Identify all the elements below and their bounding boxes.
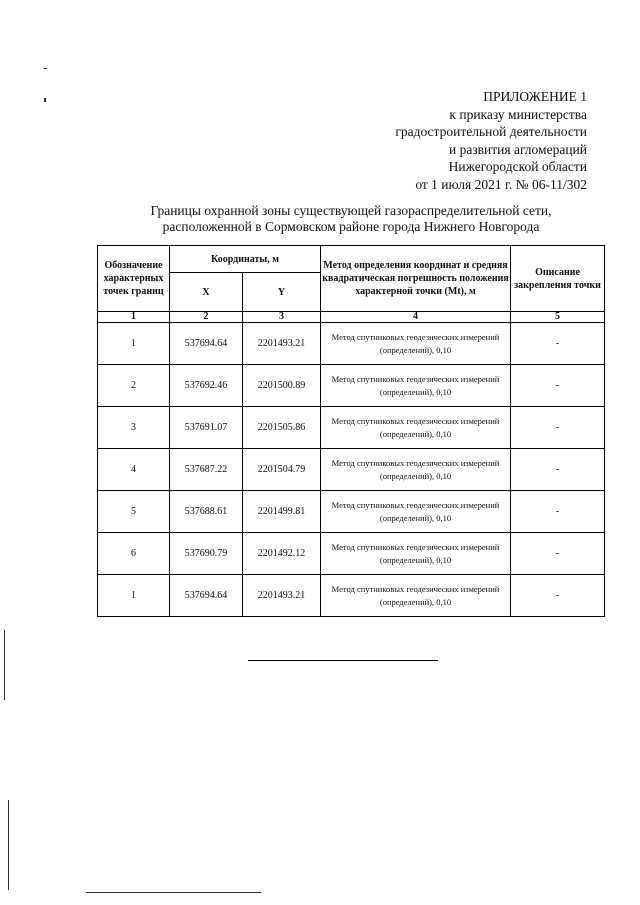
cell-method: Метод спутниковых геодезических измерений (определений), 0,10: [321, 365, 511, 407]
cell-x: 537694.64: [170, 323, 243, 365]
appendix-date-line: от 1 июля 2021 г. № 06-11/302: [415, 176, 587, 192]
scan-mark: [4, 630, 5, 700]
scan-mark: [44, 98, 46, 102]
cell-y: 2201492.12: [243, 533, 321, 575]
closing-rule: [248, 660, 438, 661]
table-row: [98, 449, 605, 491]
appendix-header: [395, 88, 587, 193]
cell-description: -: [511, 533, 605, 575]
appendix-region-line: Нижегородской области: [448, 159, 587, 174]
table-row: [98, 533, 605, 575]
column-number-5: 5: [511, 312, 605, 323]
header-coordinates: Координаты, м: [170, 246, 321, 273]
table-row: [98, 407, 605, 449]
cell-y: 2201500.89: [243, 365, 321, 407]
cell-x: 537692.46: [170, 365, 243, 407]
cell-x: 537690.79: [170, 533, 243, 575]
column-number-3: 3: [243, 312, 321, 323]
cell-point: 2: [98, 365, 170, 407]
cell-y: 2201504.79: [243, 449, 321, 491]
cell-x: 537694.64: [170, 575, 243, 617]
cell-method: Метод спутниковых геодезических измерений (определений), 0,10: [321, 575, 511, 617]
header-x: X: [170, 273, 243, 312]
cell-method: Метод спутниковых геодезических измерений (определений), 0,10: [321, 533, 511, 575]
cell-y: 2201493.21: [243, 575, 321, 617]
scan-mark: [44, 68, 47, 69]
cell-description: -: [511, 491, 605, 533]
cell-method: Метод спутниковых геодезических измерений (определений), 0,10: [321, 491, 511, 533]
cell-point: 1: [98, 575, 170, 617]
cell-method: Метод спутниковых геодезических измерений (определений), 0,10: [321, 407, 511, 449]
column-number-2: 2: [170, 312, 243, 323]
cell-y: 2201493.21: [243, 323, 321, 365]
table-row: [98, 575, 605, 617]
table-row: [98, 365, 605, 407]
cell-description: -: [511, 575, 605, 617]
cell-x: 537691.07: [170, 407, 243, 449]
cell-point: 6: [98, 533, 170, 575]
appendix-order-line: к приказу министерства: [449, 106, 587, 122]
appendix-ministry-line: градостроительной деятельности: [395, 124, 587, 139]
cell-description: -: [511, 323, 605, 365]
table-row: [98, 323, 605, 365]
appendix-development-line: и развития агломераций: [448, 141, 587, 157]
header-method: Метод определения координат и средняя квадратическая погрешность положения характерной точки (Mt), м: [321, 246, 511, 312]
cell-method: Метод спутниковых геодезических измерений (определений), 0,10: [321, 323, 511, 365]
column-number-1: 1: [98, 312, 170, 323]
header-y: Y: [243, 273, 321, 312]
cell-method: Метод спутниковых геодезических измерений (определений), 0,10: [321, 449, 511, 491]
header-description: Описание закрепления точки: [511, 246, 605, 312]
cell-x: 537687.22: [170, 449, 243, 491]
cell-y: 2201499.81: [243, 491, 321, 533]
column-number-4: 4: [321, 312, 511, 323]
cell-description: -: [511, 449, 605, 491]
scan-mark: [8, 800, 9, 890]
cell-point: 5: [98, 491, 170, 533]
header-point-designation: Обозначение характерных точек границ: [98, 246, 170, 312]
cell-point: 3: [98, 407, 170, 449]
cell-y: 2201505.86: [243, 407, 321, 449]
cell-description: -: [511, 407, 605, 449]
cell-point: 1: [98, 323, 170, 365]
document-title-line-1: Границы охранной зоны существующей газораспределительной сети,: [150, 203, 552, 218]
document-title: [96, 203, 606, 235]
scan-mark: [86, 892, 261, 893]
cell-description: -: [511, 365, 605, 407]
appendix-title: ПРИЛОЖЕНИЕ 1: [483, 89, 587, 104]
cell-x: 537688.61: [170, 491, 243, 533]
coordinates-table: [97, 245, 605, 617]
document-title-line-2: расположенной в Сормовском районе города Нижнего Новгорода: [162, 219, 540, 234]
table-row: [98, 491, 605, 533]
cell-point: 4: [98, 449, 170, 491]
